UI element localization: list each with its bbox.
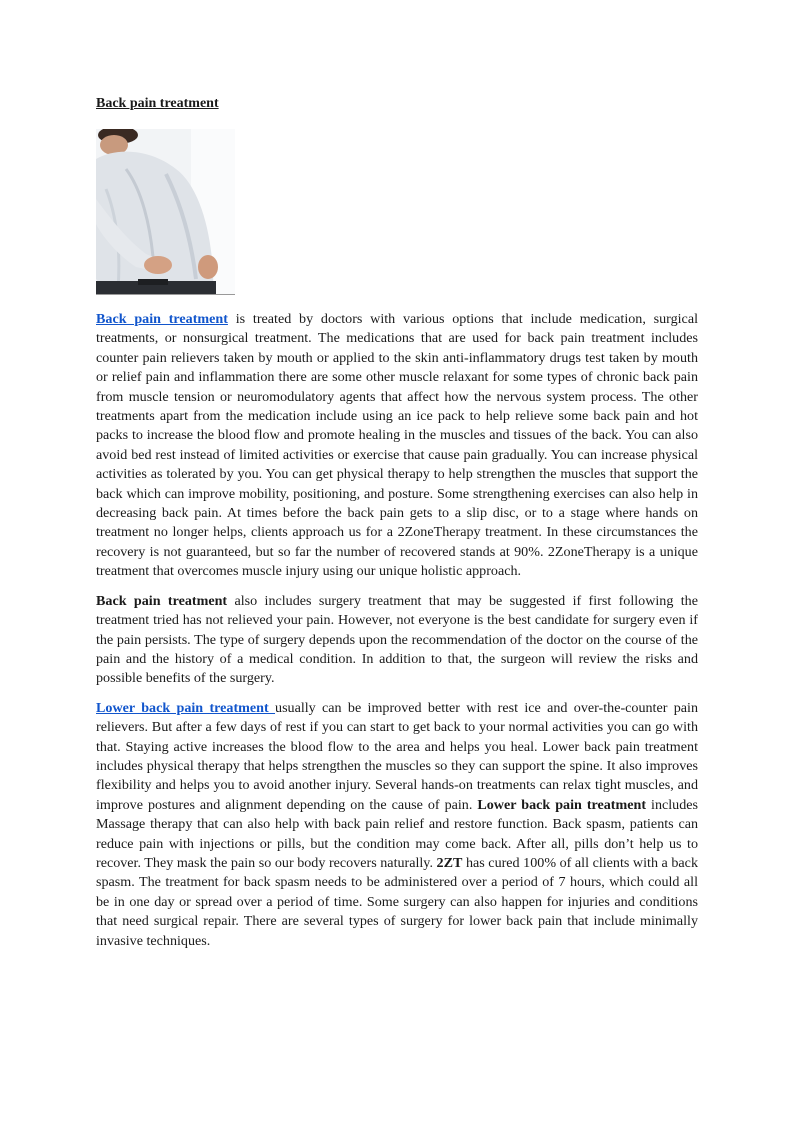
- paragraph-2: [96, 592, 698, 689]
- paragraph-2-text: also includes surgery treatment that may be suggested if first following the treatment tried has not relieved your pain. However, not everyone is the best candidate for surgery even if the pain persists. The type of surgery depends upon the recommendation of the doctor on the course of the pain and the history of a medical condition. In addition to that, the surgeon will review the risks and possible benefits of the surgery.: [96, 592, 698, 687]
- paragraph-3-text-1: usually can be improved better with rest ice and over-the-counter pain relievers. But after a few days of rest if you can start to get back to your normal activities you can go with that. Staying active increases the blood flow to the area and helps you heal. Lower back pain treatment includes physical therapy that helps strengthen the muscles so they can support the spine. It also improves flexibility and helps you to avoid another injury. Several hands-on treatments can relax tight muscles, and improve postures and alignment depending on the cause of pain.: [96, 699, 698, 813]
- paragraph-2-bold: Back pain treatment: [96, 592, 228, 609]
- paragraph-1: [96, 310, 698, 582]
- paragraph-1-text: is treated by doctors with various options that include medication, surgical treatments, or nonsurgical treatment. The medications that are used for back pain treatment includes counter pain relievers taken by mouth or applied to the skin anti-inflammatory drugs test taken by mouth or relief pain and inflammation there are some other muscle relaxant for some types of chronic back pain from muscle tension or neuromodulatory agents that affect how the nervous system process. The other treatments apart from the medication include using an ice pack to help relieve some back pain and hot packs to increase the blood flow and promote healing in the muscles and tissues of the back. You can also avoid bed rest instead of limited activities or exercise that cause pain gradually. You can increase physical activities as tolerated by you. You can get physical therapy to help strengthen the muscles that support the back which can improve mobility, positioning, and posture. Some strengthening exercises can also help in decreasing back pain. At times before the back pain gets to a slip disc, or to a stage where hands on treatment no longer helps, clients approach us for a 2ZoneTherapy treatment. In these circumstances the recovery is not guaranteed, but so far the number of recovered stands at 90%. 2ZoneTherapy is a unique treatment that overcomes muscle injury using our unique holistic approach.: [96, 311, 698, 580]
- page-title: Back pain treatment: [96, 96, 219, 111]
- paragraph-3-text-2: includes Massage therapy that can also help with back pain relief and restore function. Back spasm, patients can reduce pain with injections or pills, but the condition may come back. After all, pills don’t help us to recover. They mask the pain so our body recovers naturally.: [96, 796, 699, 871]
- back-pain-photo: [96, 129, 235, 295]
- lower-back-pain-treatment-link[interactable]: Lower back pain treatment: [96, 699, 276, 716]
- back-pain-treatment-link[interactable]: Back pain treatment: [96, 311, 228, 327]
- paragraph-3-bold-1: Lower back pain treatment: [477, 796, 647, 813]
- paragraph-3: [96, 699, 698, 951]
- paragraph-3-bold-2: 2ZT: [436, 854, 463, 871]
- paragraph-3-text-3: has cured 100% of all clients with a back spasm. The treatment for back spasm needs to be administered over a period of 7 hours, which could all be in one day or spread over a period of time. Some surgery can also happen for injuries and conditions that need surgical repair. There are several types of surgery for lower back pain that include minimally invasive techniques.: [96, 854, 698, 949]
- article-body: [96, 310, 698, 961]
